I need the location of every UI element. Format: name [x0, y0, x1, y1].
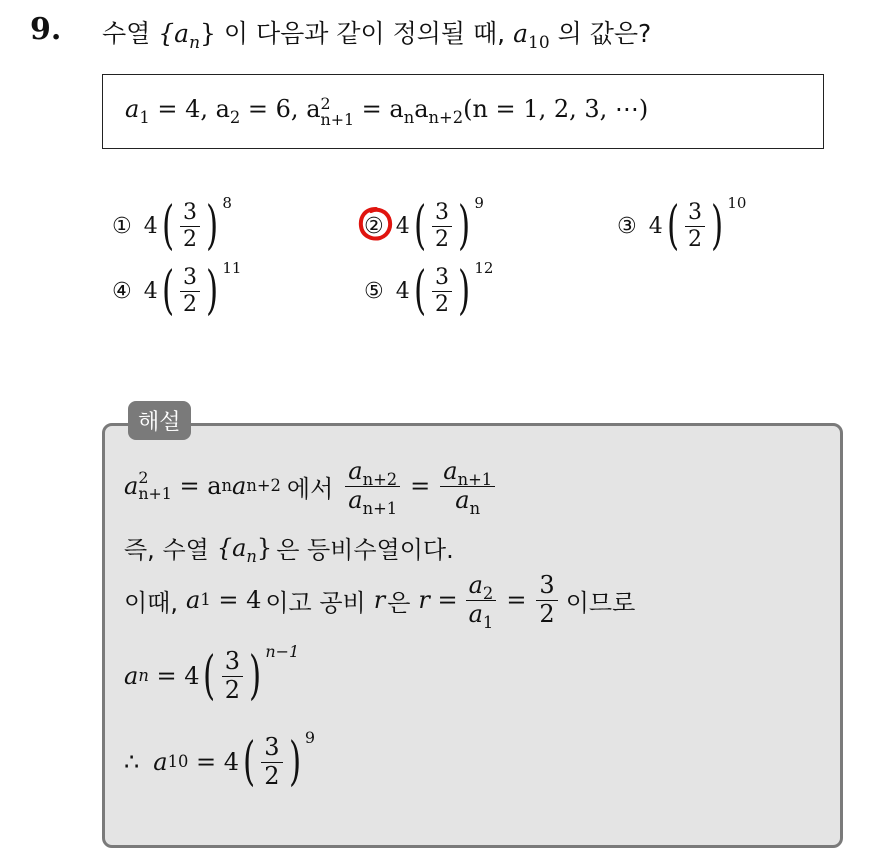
sol-l5-a: a — [153, 748, 168, 777]
choice-3-fraction — [685, 200, 705, 252]
sol-l4-sub: n — [138, 666, 149, 686]
sol-l3-kr4: 이므로 — [565, 588, 636, 617]
cond-sq-sup: 2 — [320, 94, 331, 114]
cond-eq: = a — [354, 95, 404, 123]
sol-l2-kr1: 즉, 수열 — [124, 536, 209, 564]
sol-l2-seq-close: } — [256, 533, 273, 562]
choice-4-exponent: 11 — [222, 259, 242, 277]
sol-l1-kr: 에서 — [286, 474, 334, 503]
sol-l3-kr1: 이때, — [124, 588, 178, 617]
choice-3-coef: 4 — [648, 213, 663, 239]
choice-4-numerator: 3 — [180, 265, 200, 291]
choice-4-rparen: ) — [206, 261, 219, 321]
sol-l1-frac1 — [345, 457, 400, 518]
sol-l1-fd: a — [348, 485, 363, 514]
cond-a2-sub: 2 — [229, 107, 241, 127]
condition-formula — [125, 95, 648, 128]
sol-l4-a: a — [124, 662, 139, 691]
sol-l5-rparen: ) — [288, 732, 301, 793]
cond-a1-sub: 1 — [139, 107, 150, 127]
choice-2-lparen: ( — [413, 196, 426, 256]
sol-l5-d: 2 — [264, 761, 280, 790]
question-seq-symbol: {a — [158, 19, 190, 48]
solution-line-1: a 2 n+1 = a n a n+2 에서 $\frac{a_{n+2}}{a_{n+1}}$ = $\frac{a_{n+1}}{a_n}$ — [124, 458, 497, 514]
cond-an-sub: n — [403, 107, 415, 127]
choice-5-exponent: 12 — [474, 259, 494, 277]
sol-l1-sup: 2 — [138, 468, 149, 488]
choice-5-rparen: ) — [458, 261, 471, 321]
question-text-after: 의 값은? — [557, 19, 652, 48]
choice-1[interactable] — [112, 194, 232, 256]
sol-l5-n: 3 — [261, 734, 282, 763]
choice-1-exponent: 8 — [222, 194, 232, 212]
sol-l3-kr2: 이고 공비 — [265, 588, 366, 617]
choice-1-numerator: 3 — [180, 200, 200, 226]
sol-l4-d: 2 — [224, 675, 241, 704]
choice-2-number-text: ② — [364, 213, 384, 239]
choice-2[interactable] — [364, 194, 484, 256]
sol-l1-fd-sub: n+1 — [362, 498, 398, 518]
solution-line-2 — [124, 530, 454, 565]
choice-1-lparen: ( — [161, 196, 174, 256]
sol-l1-a2: a — [232, 472, 247, 501]
sol-l3-fd-sub: 1 — [482, 612, 494, 632]
cond-sq-sub: n+1 — [320, 109, 355, 129]
sol-l5-eq: = 4 — [188, 748, 239, 777]
sol-l4-rparen: ) — [249, 646, 262, 707]
cond-n-range: (n = 1, 2, 3, ⋯) — [463, 95, 649, 123]
choice-4-number: ④ — [112, 278, 132, 304]
choice-2-numerator: 3 — [432, 200, 452, 226]
choice-1-coef: 4 — [143, 213, 158, 239]
sol-l3-frac1 — [466, 571, 497, 632]
choice-3-denominator: 2 — [688, 226, 703, 252]
choice-3-number: ③ — [617, 213, 637, 239]
choice-2-denominator: 2 — [435, 226, 450, 252]
sol-l1-fn: a — [348, 457, 363, 485]
sol-l3-d: 2 — [539, 599, 555, 628]
sol-l1-eq: = a — [171, 472, 222, 501]
sol-l4-lparen: ( — [203, 646, 216, 707]
sol-l1-fn-sub: n+2 — [362, 469, 398, 489]
choice-5-number: ⑤ — [364, 278, 384, 304]
choice-5[interactable] — [364, 259, 494, 321]
choice-5-lparen: ( — [413, 261, 426, 321]
choice-2-exponent: 9 — [474, 194, 484, 212]
choice-4-fraction — [180, 265, 200, 317]
sol-l4-frac — [222, 648, 243, 704]
solution-line-3: 이때, a 1 = 4 이고 공비 r 은 r = $\frac{a_2}{a_1}$ = $\frac{3}{2}$ 이므로 — [124, 571, 636, 632]
cond-a1: a — [125, 95, 140, 123]
sol-l3-frac2 — [536, 572, 557, 628]
sol-l3-eq2: = — [506, 586, 527, 615]
sol-l5-therefore: ∴ — [124, 748, 140, 777]
sol-l1-gd: a — [455, 485, 470, 514]
sol-l3-fn-sub: 2 — [482, 583, 494, 603]
sol-l4-n: 3 — [222, 648, 243, 677]
sol-l3-kr3: 은 — [387, 588, 411, 617]
choice-4-coef: 4 — [143, 278, 158, 304]
sol-l1-gn-sub: n+1 — [457, 469, 493, 489]
sol-l3-r2: r = — [418, 586, 458, 615]
sol-l1-gd-sub: n — [469, 498, 481, 518]
choice-2-number — [364, 214, 384, 239]
selected-circle-mark — [356, 204, 396, 244]
sol-l2-seq-sub: n — [246, 546, 257, 566]
choice-2-rparen: ) — [458, 196, 471, 256]
sol-l2-seq: {a — [216, 533, 247, 562]
choice-3-numerator: 3 — [685, 200, 705, 226]
question-text — [102, 14, 652, 53]
choice-1-fraction — [180, 200, 200, 252]
choice-1-denominator: 2 — [183, 226, 198, 252]
sol-l4-eq: = 4 — [148, 662, 200, 691]
sol-l3-fd: a — [468, 599, 483, 628]
condition-box — [102, 74, 824, 149]
choice-1-number: ① — [112, 213, 132, 239]
choice-3-exponent: 10 — [727, 194, 747, 212]
sol-l5-frac — [261, 734, 282, 790]
choice-5-denominator: 2 — [435, 291, 450, 317]
sol-l4-exp: n−1 — [265, 642, 300, 661]
choice-5-numerator: 3 — [432, 265, 452, 291]
sol-l1-gn: a — [443, 457, 458, 485]
sol-l1-frac2 — [440, 457, 495, 518]
question-text-mid: 이 다음과 같이 정의될 때, — [223, 19, 506, 48]
cond-an2-sub: n+2 — [428, 107, 464, 127]
solution-line-5: ∴ a 10 = 4 ( $\frac{3}{2}$ ) 9 — [124, 728, 316, 793]
choice-4[interactable] — [112, 259, 242, 321]
sol-l3-n: 3 — [536, 572, 557, 601]
choice-3[interactable] — [617, 194, 747, 256]
question-seq-sub: n — [189, 33, 201, 53]
choice-5-fraction — [432, 265, 452, 317]
sol-l2-kr2: 은 등비수열이다. — [276, 536, 454, 564]
cond-a1-rest: = 4, a — [149, 95, 230, 123]
question-text-before: 수열 — [102, 19, 151, 48]
choice-1-rparen: ) — [206, 196, 219, 256]
choice-5-coef: 4 — [395, 278, 410, 304]
sol-l3-fn: a — [468, 571, 483, 599]
choice-2-coef: 4 — [395, 213, 410, 239]
choice-3-rparen: ) — [711, 196, 724, 256]
solution-tag: 해설 — [128, 401, 191, 440]
sol-l1-a: a — [124, 472, 139, 501]
choice-3-lparen: ( — [666, 196, 679, 256]
sol-l3-eq: = 4 — [210, 586, 262, 615]
sol-l3-r: r — [373, 586, 386, 615]
cond-an2: a — [414, 95, 429, 123]
sol-l1-sub: n+1 — [138, 484, 172, 504]
cond-a2-rest: = 6, a — [240, 95, 321, 123]
solution-line-4 — [124, 642, 300, 707]
question-seq-close: } — [200, 19, 216, 48]
sol-l5-exp: 9 — [304, 728, 316, 747]
question-number: 9. — [30, 12, 62, 47]
question-target-sub: 10 — [528, 33, 550, 53]
choice-4-lparen: ( — [161, 261, 174, 321]
choice-2-fraction — [432, 200, 452, 252]
sol-l5-lparen: ( — [243, 732, 256, 793]
sol-l1-eq2: = — [410, 472, 431, 501]
choice-4-denominator: 2 — [183, 291, 198, 317]
sol-l3-a: a — [186, 586, 201, 615]
question-target: a — [513, 19, 528, 48]
